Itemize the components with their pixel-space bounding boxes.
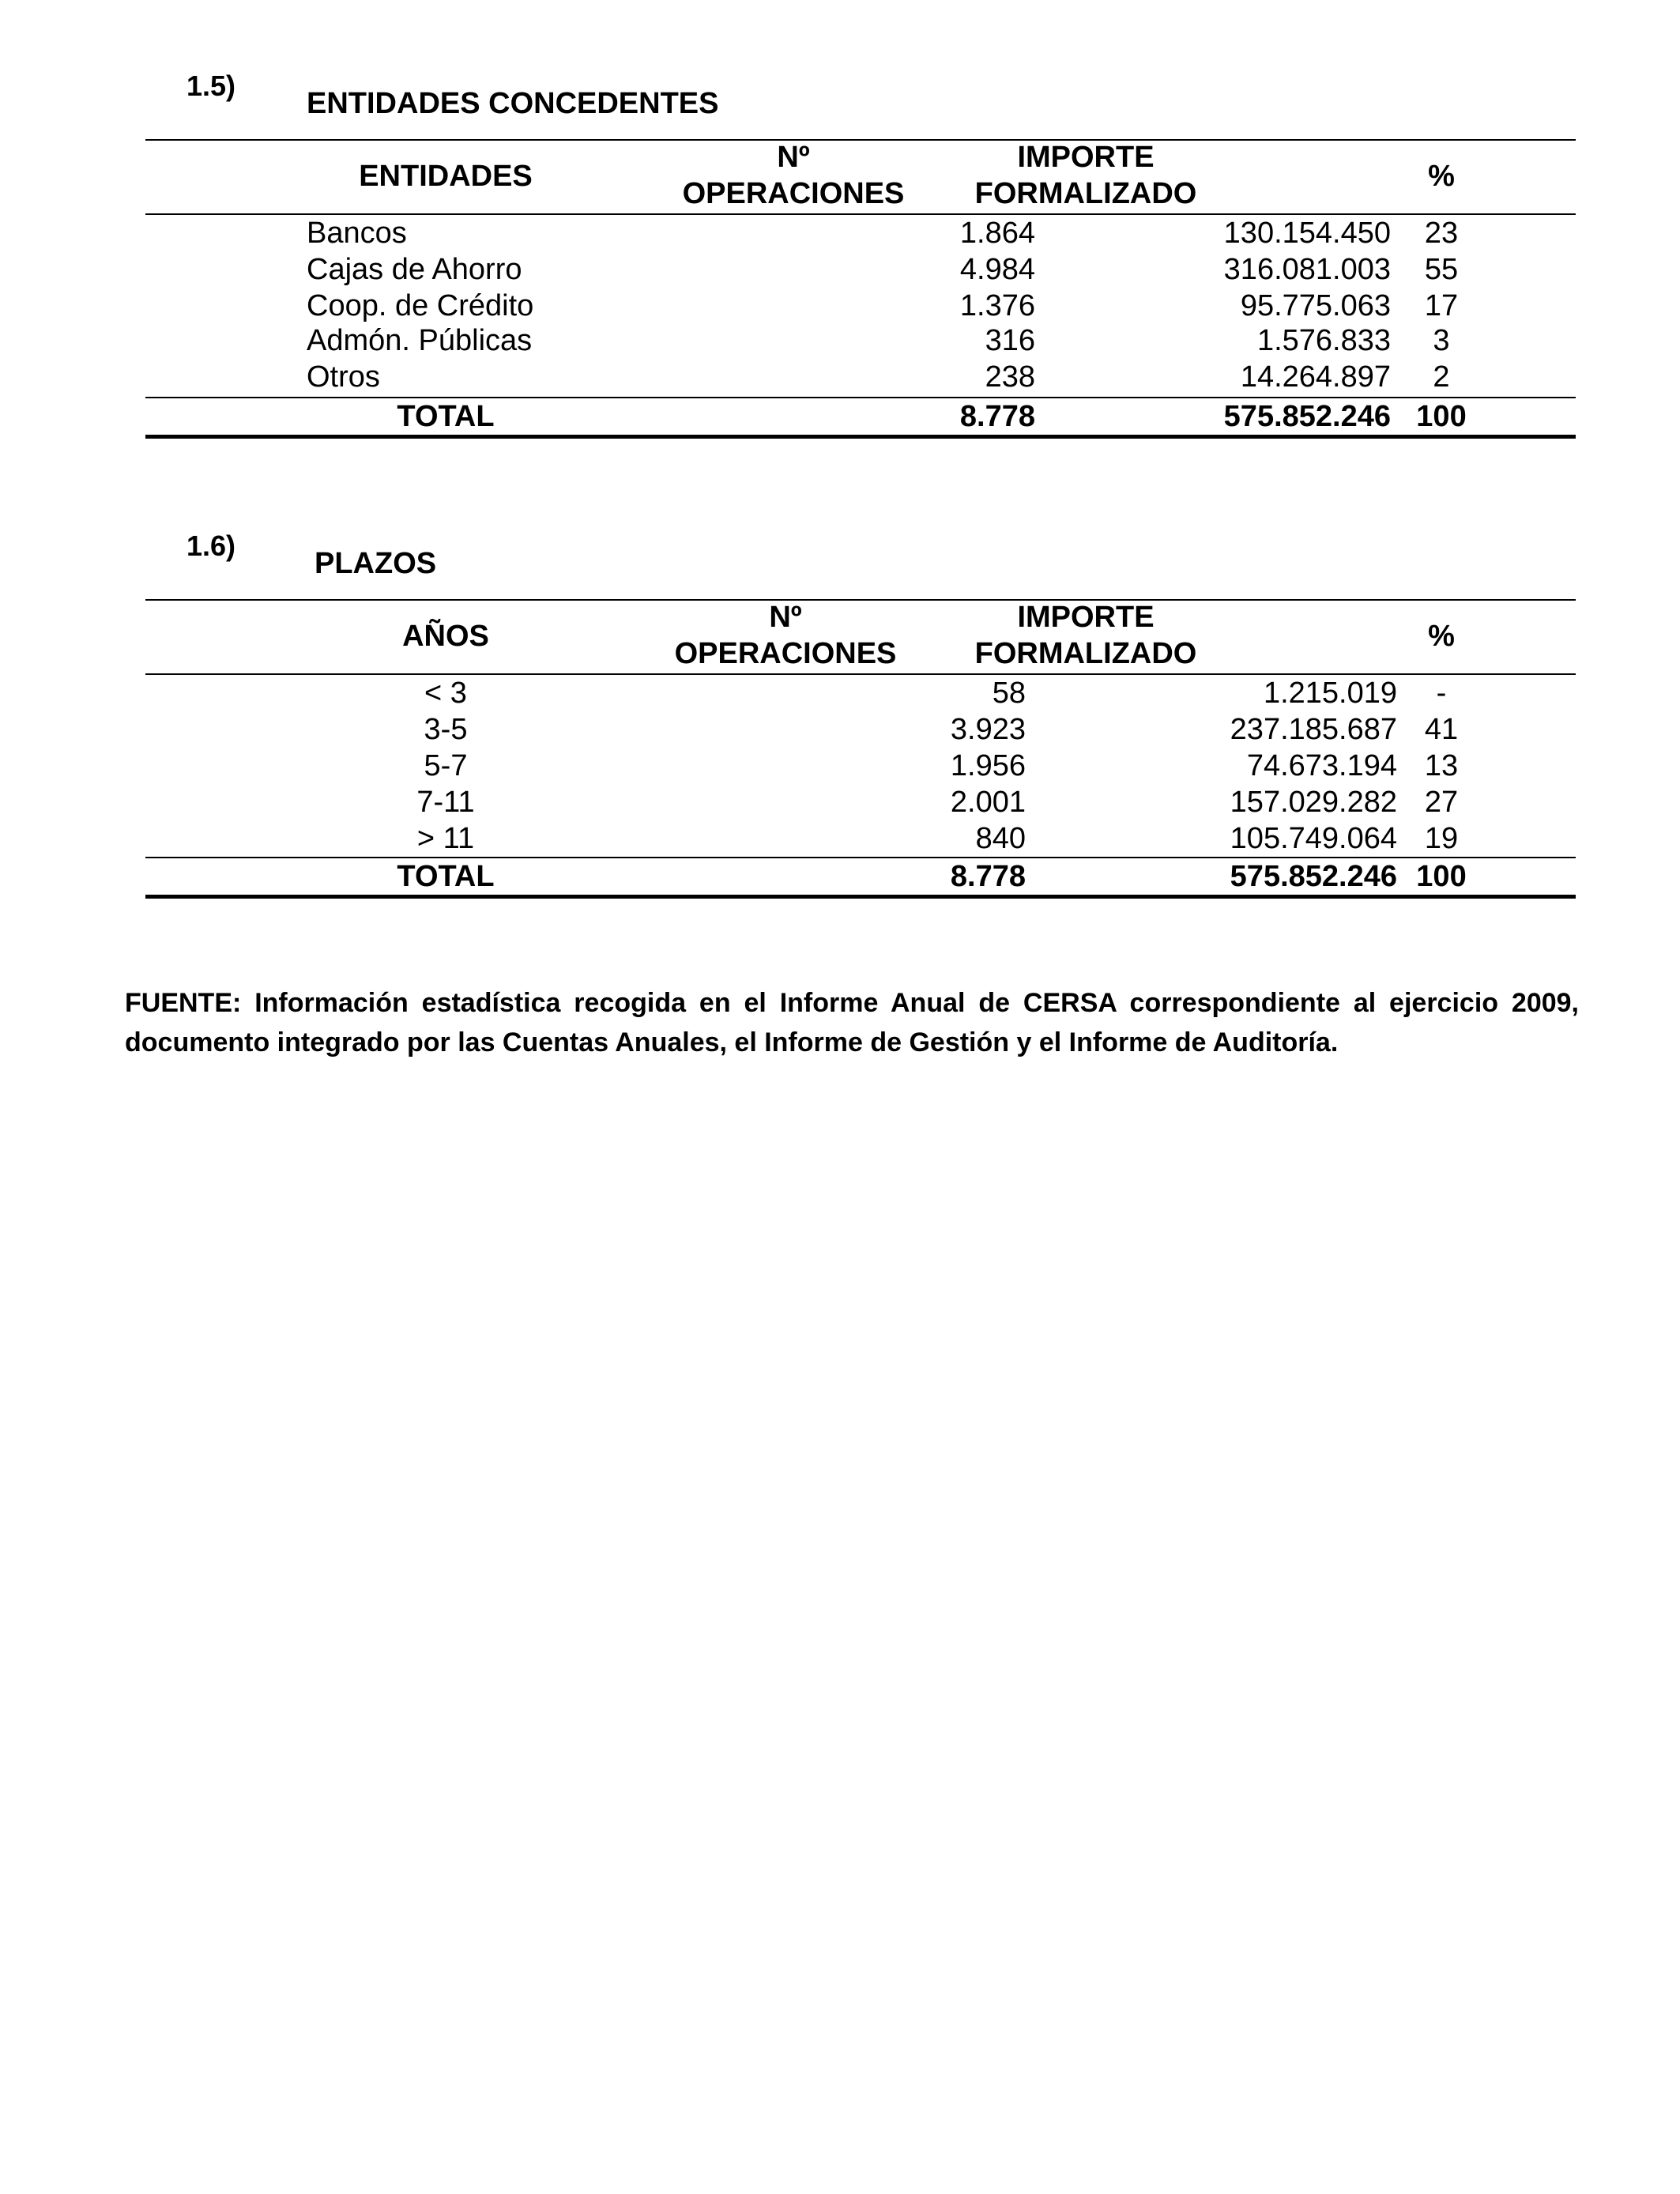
row-ops: 1.864 — [959, 217, 1035, 250]
header-operaciones: OPERACIONES — [674, 637, 897, 670]
row-label: 7-11 — [416, 786, 475, 819]
row-importe: 1.215.019 — [1263, 677, 1397, 710]
row-importe: 1.576.833 — [1256, 324, 1391, 357]
total-ops: 8.778 — [950, 860, 1026, 893]
row-pct: 55 — [1424, 253, 1459, 286]
header-percent: % — [1428, 160, 1455, 193]
total-label: TOTAL — [397, 860, 495, 893]
table-bottom-rule — [145, 435, 1576, 439]
row-label: > 11 — [416, 822, 475, 855]
row-importe: 130.154.450 — [1223, 217, 1391, 250]
row-pct: 19 — [1424, 822, 1459, 855]
row-ops: 1.956 — [950, 749, 1026, 782]
row-label: 3-5 — [424, 713, 468, 746]
section-number: 1.6) — [186, 530, 236, 562]
row-ops: 840 — [975, 822, 1026, 855]
row-label: 5-7 — [424, 749, 468, 782]
row-ops: 2.001 — [950, 786, 1026, 819]
row-ops: 3.923 — [950, 713, 1026, 746]
row-pct: 3 — [1433, 324, 1450, 357]
total-importe: 575.852.246 — [1223, 400, 1391, 433]
section-title: ENTIDADES CONCEDENTES — [307, 87, 719, 120]
section-number: 1.5) — [186, 70, 236, 102]
row-pct: 2 — [1433, 360, 1450, 394]
table-bottom-rule — [145, 895, 1576, 899]
header-formalizado: FORMALIZADO — [974, 177, 1197, 210]
total-pct: 100 — [1416, 400, 1467, 433]
header-entidades: ENTIDADES — [359, 160, 533, 193]
row-ops: 1.376 — [959, 289, 1035, 322]
row-ops: 238 — [985, 360, 1035, 394]
header-percent: % — [1428, 620, 1455, 653]
row-ops: 58 — [992, 677, 1026, 710]
header-n-line1: Nº — [777, 141, 810, 174]
row-importe: 95.775.063 — [1240, 289, 1391, 322]
row-label: < 3 — [424, 677, 467, 710]
header-importe: IMPORTE — [1017, 601, 1155, 634]
entidades-table — [145, 139, 1576, 439]
row-label: Otros — [307, 360, 380, 394]
row-label: Coop. de Crédito — [307, 289, 534, 322]
row-label: Cajas de Ahorro — [307, 253, 522, 286]
row-pct: - — [1436, 677, 1447, 710]
row-ops: 4.984 — [959, 253, 1035, 286]
row-pct: 13 — [1424, 749, 1459, 782]
row-importe: 157.029.282 — [1230, 786, 1397, 819]
total-importe: 575.852.246 — [1230, 860, 1397, 893]
row-importe: 14.264.897 — [1240, 360, 1391, 394]
total-pct: 100 — [1416, 860, 1467, 893]
total-ops: 8.778 — [959, 400, 1035, 433]
row-importe: 105.749.064 — [1230, 822, 1397, 855]
total-label: TOTAL — [397, 400, 495, 433]
row-pct: 23 — [1424, 217, 1459, 250]
row-label: Bancos — [307, 217, 407, 250]
row-importe: 316.081.003 — [1223, 253, 1391, 286]
plazos-table — [145, 599, 1576, 899]
source-note: FUENTE: Información estadística recogida en el Informe Anual de CERSA correspondiente al ejercicio 2009, documento integrado por las Cuentas Anuales, el Informe de Gestión y el Informe de Auditoría. — [125, 988, 1579, 1057]
header-anos: AÑOS — [402, 620, 489, 653]
header-formalizado: FORMALIZADO — [974, 637, 1197, 670]
header-n-line1: Nº — [769, 601, 802, 634]
row-pct: 41 — [1424, 713, 1459, 746]
row-pct: 17 — [1424, 289, 1459, 322]
row-importe: 237.185.687 — [1230, 713, 1397, 746]
section-title: PLAZOS — [315, 547, 437, 580]
row-pct: 27 — [1424, 786, 1459, 819]
row-label: Admón. Públicas — [307, 324, 533, 357]
row-importe: 74.673.194 — [1246, 749, 1397, 782]
header-operaciones: OPERACIONES — [682, 177, 905, 210]
row-ops: 316 — [985, 324, 1035, 357]
header-importe: IMPORTE — [1017, 141, 1155, 174]
